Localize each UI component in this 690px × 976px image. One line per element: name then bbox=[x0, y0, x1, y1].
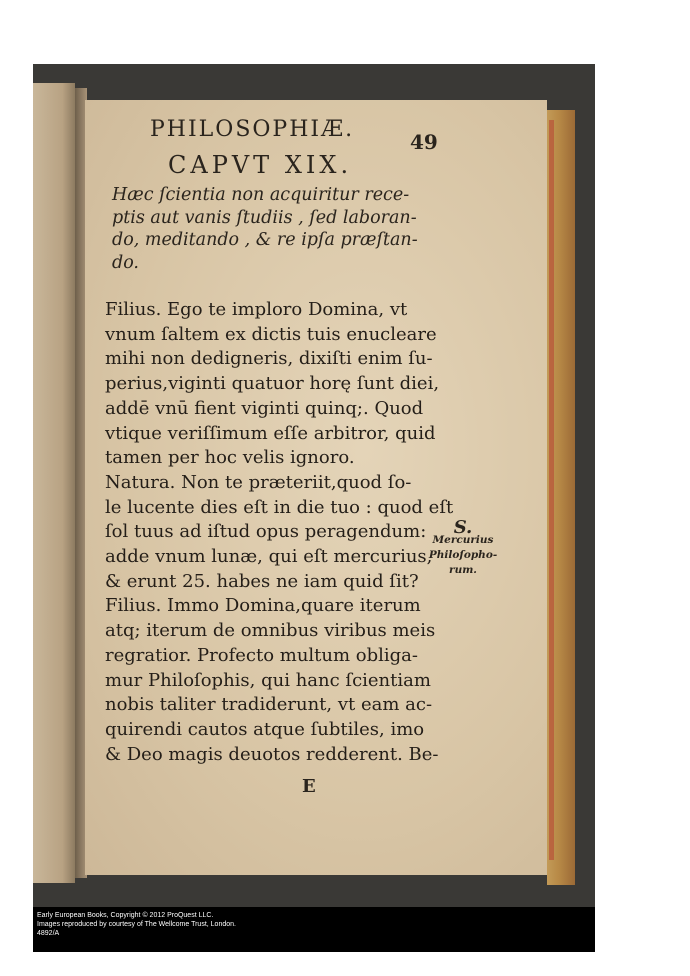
running-title: PHILOSOPHIÆ. bbox=[150, 117, 355, 142]
margin-note-line: Mercurius bbox=[432, 534, 494, 546]
footer-line: Images reproduced by courtesy of The Wellcome Trust, London. bbox=[37, 921, 236, 928]
footer-line: 4892/A bbox=[37, 930, 60, 937]
page-number: 49 bbox=[410, 130, 438, 154]
red-edge-stain bbox=[549, 120, 554, 860]
footer-line: Early European Books, Copyright © 2012 ProQuest LLC. bbox=[37, 912, 214, 919]
body-line: mihi non dedigneris, dixiſti enim ſu- bbox=[105, 348, 433, 370]
margin-note bbox=[428, 517, 498, 578]
body-line: & erunt 25. habes ne iam quid ſit? bbox=[105, 570, 419, 592]
body-line: adde vnum lunæ, qui eſt mercurius, bbox=[105, 546, 433, 568]
body-line: vnum ſaltem ex dictis tuis enucleare bbox=[105, 323, 437, 345]
margin-note-line: rum. bbox=[449, 564, 477, 576]
body-line: Natura. Non te præteriit,quod ſo- bbox=[105, 471, 412, 493]
body-line: atq; iterum de omnibus viribus meis bbox=[105, 620, 436, 642]
body-line: Filius. Ego te imploro Domina, vt bbox=[105, 299, 408, 320]
body-line: ſol tuus ad iſtud opus peragendum: bbox=[105, 521, 427, 543]
summary-line: Hæc ſcientia non acquiritur rece- bbox=[112, 185, 410, 205]
summary-line: do, meditando , & re ipſa præſtan- bbox=[112, 230, 418, 250]
body-line: quirendi cautos atque ſubtiles, imo bbox=[105, 718, 425, 740]
signature-mark: E bbox=[302, 776, 316, 797]
facing-page-edge bbox=[33, 83, 75, 883]
body-line: Filius. Immo Domina,quare iterum bbox=[105, 595, 421, 617]
body-line: vtique veriſſimum eſſe arbitror, quid bbox=[105, 422, 436, 444]
chapter-summary bbox=[112, 184, 432, 274]
margin-note-symbol: S. bbox=[453, 517, 473, 538]
chapter-heading: CAPVT XIX. bbox=[168, 151, 353, 179]
body-line: perius,viginti quatuor horę ſunt diei, bbox=[105, 373, 440, 395]
summary-line: ptis aut vanis ſtudiis , ſed laboran- bbox=[112, 207, 417, 228]
margin-note-line: Philoſopho- bbox=[428, 549, 498, 561]
body-line: nobis taliter tradiderunt, vt eam ac- bbox=[105, 694, 433, 716]
body-line: mur Philoſophis, qui hanc ſcientiam bbox=[105, 669, 431, 691]
body-line: addē vnū fient viginti quinq;. Quod bbox=[105, 397, 424, 419]
body-line: & Deo magis deuotos redderent. Be- bbox=[105, 743, 439, 765]
body-line: tamen per hoc velis ignoro. bbox=[105, 447, 355, 469]
body-text bbox=[105, 298, 454, 767]
copyright-footer bbox=[33, 907, 595, 952]
body-line: le lucente dies eſt in die tuo : quod eſt bbox=[105, 496, 454, 518]
summary-line: do. bbox=[112, 252, 139, 273]
body-line: regratior. Profecto multum obliga- bbox=[105, 644, 418, 666]
